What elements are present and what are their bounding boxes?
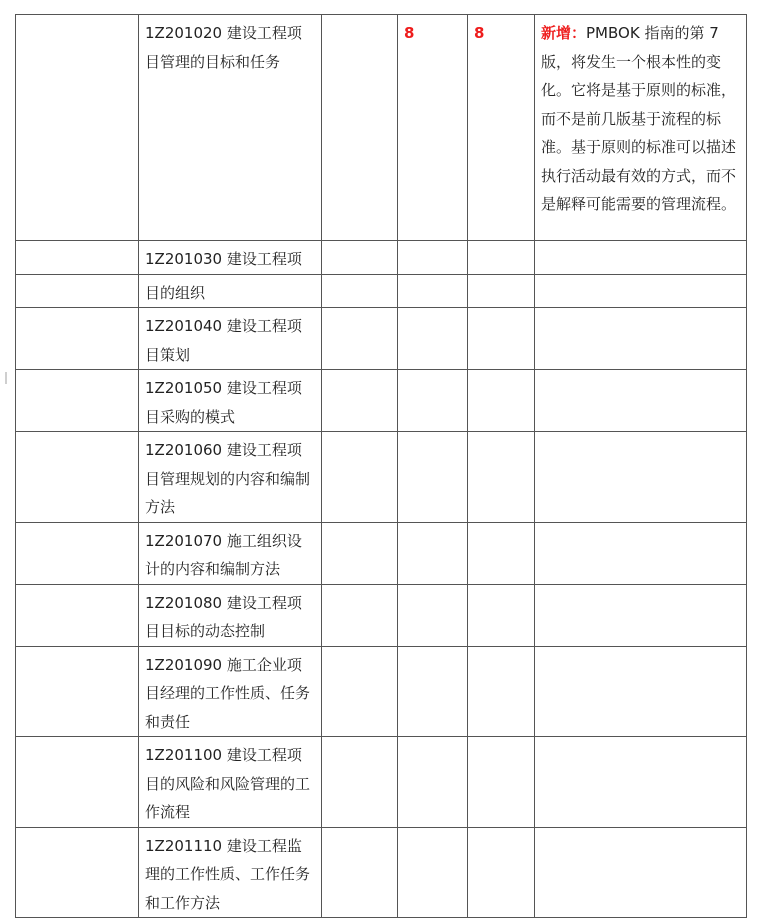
section-cell [16, 827, 139, 918]
extra-cell [322, 241, 398, 275]
note-cell [535, 827, 747, 918]
page-margin-marker [5, 372, 7, 384]
topic-cell [139, 522, 322, 584]
old-score-cell [398, 646, 468, 737]
old-score-text: 8 [404, 24, 415, 42]
new-score-cell [468, 737, 535, 828]
extra-cell [322, 370, 398, 432]
topic-cell [139, 584, 322, 646]
note-cell [535, 308, 747, 370]
topic-text: 1Z201100 建设工程项目的风险和风险管理的工作流程 [145, 746, 311, 821]
new-score-text: 8 [474, 24, 485, 42]
topic-cell [139, 274, 322, 308]
table-row [16, 584, 747, 646]
note-cell [535, 737, 747, 828]
topic-text: 1Z201070 施工组织设计的内容和编制方法 [145, 531, 302, 578]
old-score-cell [398, 584, 468, 646]
topic-text: 1Z201030 建设工程项 [145, 250, 302, 268]
section-cell [16, 737, 139, 828]
section-cell [16, 241, 139, 275]
section-cell [16, 646, 139, 737]
new-score-cell [468, 15, 535, 241]
topic-cell [139, 308, 322, 370]
note-cell [535, 15, 747, 241]
old-score-cell [398, 241, 468, 275]
note-cell [535, 522, 747, 584]
table-row [16, 827, 747, 918]
table-row [16, 370, 747, 432]
old-score-cell [398, 522, 468, 584]
new-score-cell [468, 241, 535, 275]
extra-cell [322, 432, 398, 523]
old-score-cell [398, 737, 468, 828]
note-text: PMBOK 指南的第 7 版，将发生一个根本性的变化。它将是基于原则的标准，而不是前几版基于流程的标准。基于原则的标准可以描述执行活动最有效的方式，而不是解释可能需要的管理流程。 [541, 24, 737, 213]
extra-cell [322, 737, 398, 828]
old-score-cell [398, 432, 468, 523]
section-cell [16, 15, 139, 241]
new-score-cell [468, 584, 535, 646]
topic-text: 1Z201080 建设工程项目目标的动态控制 [145, 593, 302, 640]
section-cell [16, 522, 139, 584]
topic-cell [139, 646, 322, 737]
old-score-cell [398, 274, 468, 308]
topic-text: 目的组织 [145, 283, 206, 302]
note-cell [535, 432, 747, 523]
section-cell [16, 432, 139, 523]
section-cell [16, 370, 139, 432]
new-score-cell [468, 370, 535, 432]
topic-cell [139, 432, 322, 523]
topic-text: 1Z201060 建设工程项目管理规划的内容和编制方法 [145, 441, 311, 516]
topic-text: 1Z201090 施工企业项目经理的工作性质、任务和责任 [145, 655, 311, 731]
note-cell [535, 584, 747, 646]
table-row [16, 15, 747, 241]
topic-cell [139, 15, 322, 241]
section-cell [16, 584, 139, 646]
topic-text: 1Z201050 建设工程项目采购的模式 [145, 379, 302, 426]
new-score-cell [468, 274, 535, 308]
topic-cell [139, 370, 322, 432]
topic-cell [139, 241, 322, 275]
section-cell [16, 308, 139, 370]
extra-cell [322, 584, 398, 646]
topic-cell [139, 737, 322, 828]
extra-cell [322, 274, 398, 308]
old-score-cell [398, 827, 468, 918]
extra-cell [322, 646, 398, 737]
table-row [16, 646, 747, 737]
new-score-cell [468, 827, 535, 918]
old-score-cell [398, 308, 468, 370]
table-row [16, 522, 747, 584]
section-cell [16, 274, 139, 308]
old-score-cell [398, 370, 468, 432]
table-row [16, 241, 747, 275]
table-row [16, 274, 747, 308]
extra-cell [322, 522, 398, 584]
new-score-cell [468, 308, 535, 370]
new-added-label: 新增： [541, 24, 587, 42]
extra-cell [322, 15, 398, 241]
extra-cell [322, 308, 398, 370]
old-score-cell [398, 15, 468, 241]
topic-text: 1Z201110 建设工程监理的工作性质、工作任务和工作方法 [145, 836, 311, 912]
note-cell [535, 274, 747, 308]
table-row [16, 737, 747, 828]
note-cell [535, 370, 747, 432]
new-score-cell [468, 432, 535, 523]
syllabus-change-table [15, 14, 747, 918]
table-row [16, 432, 747, 523]
topic-cell [139, 827, 322, 918]
new-score-cell [468, 522, 535, 584]
topic-text: 1Z201020 建设工程项目管理的目标和任务 [145, 24, 302, 71]
topic-text: 1Z201040 建设工程项目策划 [145, 317, 302, 364]
note-cell [535, 646, 747, 737]
table-row [16, 308, 747, 370]
new-score-cell [468, 646, 535, 737]
note-cell [535, 241, 747, 275]
extra-cell [322, 827, 398, 918]
